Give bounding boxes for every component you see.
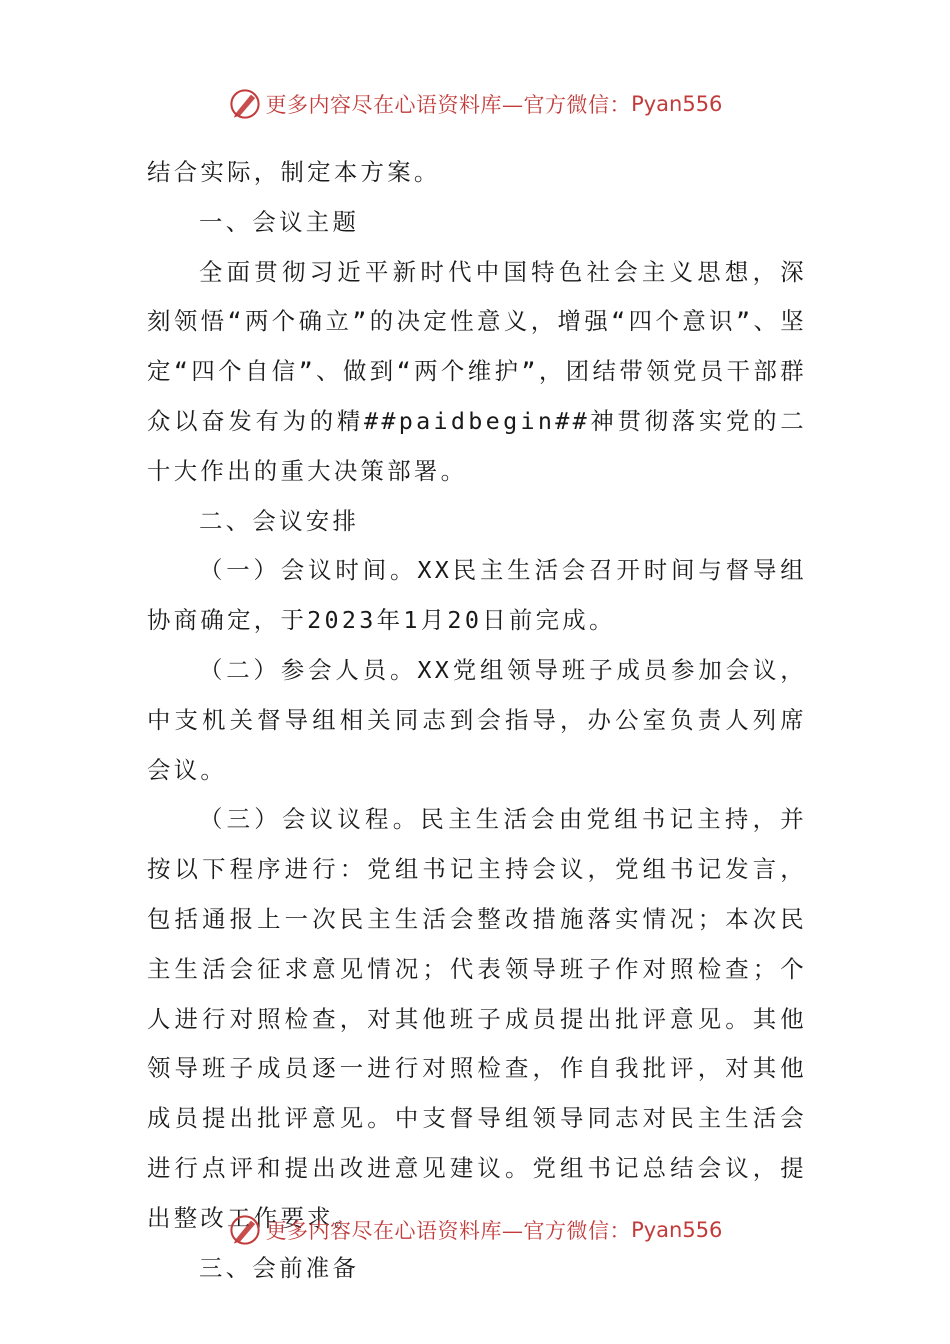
banner-wechat-id: Pyan556 bbox=[631, 1218, 723, 1242]
pen-nib-icon bbox=[228, 1213, 262, 1247]
paragraph: （三）会议议程。民主生活会由党组书记主持，并按以下程序进行：党组书记主持会议，党组书记发言，包括通报上一次民主生活会整改措施落实情况；本次民主生活会征求意见情况；代表领导班子作对照检查；个人进行对照检查，对其他班子成员提出批评意见。其他领导班子成员逐一进行对照检查，作自我批评，对其他成员提出批评意见。中支督导组领导同志对民主生活会进行点评和提出改进意见建议。党组书记总结会议，提出整改工作要求。 bbox=[147, 805, 807, 1232]
document-body bbox=[147, 148, 807, 1293]
banner-text: 更多内容尽在心语资料库—官方微信： bbox=[265, 93, 632, 117]
banner-wechat-id: Pyan556 bbox=[631, 92, 723, 116]
header-watermark-banner bbox=[0, 84, 950, 124]
paragraph: 结合实际，制定本方案。 bbox=[147, 158, 441, 186]
paragraph: 全面贯彻习近平新时代中国特色社会主义思想，深刻领悟“两个确立”的决定性意义，增强“四个意识”、坚定“四个自信”、做到“两个维护”，团结带领党员干部群众以奋发有为的精##paidbegin##神贯彻落实党的二十大作出的重大决策部署。 bbox=[147, 257, 807, 485]
footer-watermark-banner bbox=[0, 1210, 950, 1250]
section-heading: 一、会议主题 bbox=[199, 207, 360, 236]
paragraph: （一）会议时间。XX民主生活会召开时间与督导组协商确定，于2023年1月20日前完成。 bbox=[147, 556, 807, 635]
section-heading: 二、会议安排 bbox=[199, 506, 360, 535]
pen-nib-icon bbox=[228, 87, 262, 121]
banner-text: 更多内容尽在心语资料库—官方微信： bbox=[265, 1219, 632, 1243]
section-heading: 三、会前准备 bbox=[199, 1253, 360, 1282]
paragraph: （二）参会人员。XX党组领导班子成员参加会议，中支机关督导组相关同志到会指导，办公室负责人列席会议。 bbox=[147, 655, 807, 784]
